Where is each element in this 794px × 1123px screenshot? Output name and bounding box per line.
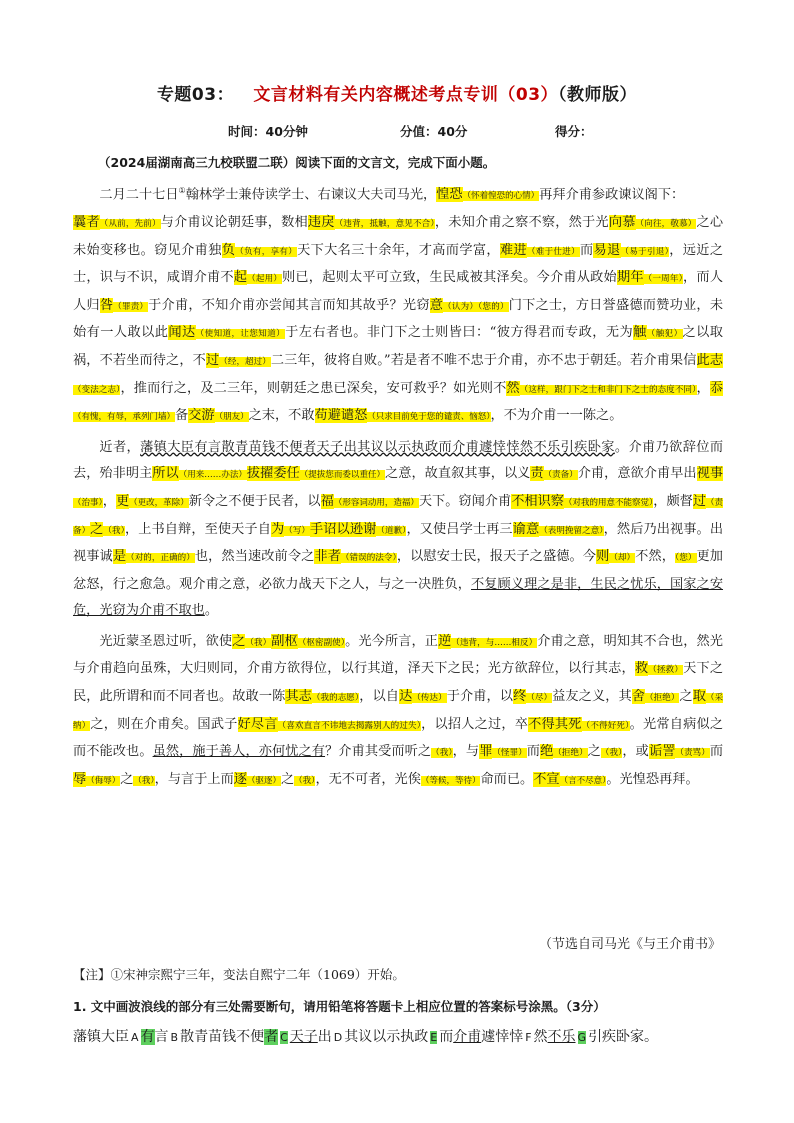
passage-text: ，与 [452,744,480,760]
gloss-annotation: （等候，等待） [420,775,481,786]
highlighted-term: 此志 [696,352,723,368]
highlighted-term: 视事 [696,466,724,482]
answer-text: 然 [533,1029,548,1045]
title-suffix: （教师版） [558,85,638,105]
passage-text: 天下。窃闻介甫 [418,493,512,509]
highlighted-term: 福 [320,493,334,509]
gloss-annotation: （责骂） [675,748,710,759]
highlighted-term: 拔擢委任 [246,466,300,482]
gloss-annotation: （使知道，让您知道） [195,329,286,340]
passage-text: 之意，故直叙其事，以义 [385,466,531,482]
highlighted-term: 惶恐 [436,187,463,203]
gloss-annotation: （道歉） [376,525,407,536]
gloss-annotation: （责备） [543,470,578,481]
passage-text: 而 [526,744,541,760]
gloss-annotation: （您） [674,553,697,564]
highlighted-term: 终 [513,689,527,705]
gloss-annotation: （我） [103,525,125,536]
highlighted-term: 谕意 [512,521,540,537]
answer-text: 天子 [289,1029,318,1045]
gloss-annotation: （侮辱） [86,775,121,786]
gloss-annotation: （治事） [73,497,103,508]
highlighted-term: 意 [429,297,444,313]
gloss-annotation: （不得好死） [581,720,630,731]
wavy-underlined-sentence: 藩镇大臣有言散青苗钱不便者天子出其议以示执政而介甫遽悻悻然不乐引疾卧家 [140,439,615,455]
passage-text: 益友之义，其 [552,689,632,705]
answer-text: 藩镇大臣 [73,1029,129,1045]
answer-text: 介甫 [453,1029,482,1045]
answer-text: 而 [439,1029,454,1045]
passage-text: ，又使吕学士再三 [406,521,513,537]
passage-intro: （2024届湖南高三九校联盟二联）阅读下面的文言文，完成下面小题。 [98,155,496,170]
gloss-annotation: （我） [294,775,316,786]
highlighted-term: 非者 [314,549,341,565]
passage-text: 于介甫，以 [446,689,514,705]
passage-text: 之心未始变移也。窃见介甫独 [73,214,724,258]
gloss-annotation: （我） [133,775,155,786]
passage-text: 。光今所言，正 [345,633,439,649]
gloss-annotation: （从前，先前） [99,218,161,229]
passage-text: 翰林学士兼侍读学士、右谏议大夫司马光， [185,187,437,203]
gloss-annotation: （采纳） [73,693,724,731]
passage-body [73,178,723,794]
highlighted-term: 易退 [593,242,621,258]
highlighted-term: 难进 [499,242,527,258]
gloss-annotation: （拒绝） [553,748,588,759]
gloss-annotation: （怀着惶恐的心情） [462,191,540,202]
gloss-annotation: （对的，正确的） [126,553,195,564]
title-main: 文言材料有关内容概述考点专训（03） [253,85,559,105]
highlighted-term: 好尽言 [237,716,278,732]
gloss-annotation: （责备） [73,497,724,536]
question-1: 1. 文中画波浪线的部分有三处需要断句，请用铅笔将答题卡上相应位置的答案标号涂黑。（3分） [73,999,606,1014]
passage-text: 之 [280,771,295,787]
gloss-annotation: （我） [600,748,623,759]
highlighted-term: 触 [633,325,647,341]
highlighted-term: 则 [596,549,610,565]
gloss-annotation: （驱逐） [246,775,281,786]
highlighted-term: 辱 [73,771,87,787]
page-title [0,80,794,105]
question-1-answer [73,1026,658,1046]
got-label: 得分： [555,124,593,139]
gloss-annotation: （表明挽留之意） [539,525,604,536]
highlighted-term: 舍 [631,689,646,705]
highlighted-term: 为 [270,521,285,537]
gloss-annotation: （只求目前免于您的谴责、恼怒） [367,412,491,423]
highlighted-term: 逐 [233,771,247,787]
highlighted-term: 然 [506,380,520,396]
gloss-annotation: （用来……办法） [178,470,247,481]
highlighted-term: 责 [530,466,544,482]
gloss-annotation: （一周年） [643,274,684,285]
gloss-annotation: （罪责） [113,301,149,312]
gloss-annotation: （对我的用意不能察觉） [563,497,654,508]
title-prefix: 专题03： [156,85,235,105]
highlighted-term: 忝 [709,380,723,396]
passage-text: ，以慰安士民，报天子之盛德。今 [396,549,597,565]
gloss-annotation: （变法之志） [73,384,121,395]
passage-text: ，未知介甫之察不察，然于光 [434,214,609,230]
gloss-annotation: （写） [284,525,311,536]
highlighted-term: 过 [692,493,707,509]
gloss-annotation: （向往，敬慕） [635,218,697,229]
answer-text: 其议以示执政 [344,1029,429,1045]
highlighted-term: 不得其死 [528,716,582,732]
highlighted-term: 期年 [616,270,644,286]
highlighted-term: 违戾 [307,214,335,230]
gloss-annotation: （拒绝） [645,693,680,704]
passage-text: ，不为介甫一一陈之。 [490,408,623,424]
highlighted-term: 是 [112,549,127,565]
passage-text: 与介甫议论朝廷事，数相 [160,214,308,230]
highlighted-term: 闻达 [168,325,196,341]
passage-text: 备 [175,408,189,424]
passage-text: 命而已。 [480,771,534,787]
highlighted-term: 过 [205,352,220,368]
time-label: 时间：40分钟 [228,124,308,139]
highlighted-term: 苟避谴怒 [314,408,368,424]
passage-text: 之末，不敢 [248,408,315,424]
passage-text: 之，则在介甫矣。国武子 [90,716,238,732]
highlighted-term: 向慕 [608,214,636,230]
highlighted-term: 手诏以逊谢 [310,521,377,537]
break-marker: C [280,1031,288,1044]
highlighted-term: 诟詈 [648,744,676,760]
gloss-annotation: （认为） [443,301,479,312]
highlighted-term: 逆 [438,633,452,649]
highlighted-term: 罪 [479,744,493,760]
passage-text: 二月二十七日 [99,187,179,203]
answer-text: 不乐 [547,1029,576,1045]
answer-text: 遽悻悻 [481,1029,524,1045]
highlighted-term: 之 [90,521,104,537]
paragraph-3 [73,629,723,795]
gloss-annotation: （我） [245,637,272,648]
passage-text: ？介甫其受而听之 [325,744,432,760]
passage-text: 。光惶恐再拜。 [606,771,699,787]
gloss-annotation: （触犯） [646,329,683,340]
highlighted-term: 救 [634,661,649,677]
passage-text: 介甫，意欲介甫早出 [577,466,697,482]
answer-text: 出 [317,1029,332,1045]
passage-text: ，颇督 [653,493,693,509]
gloss-annotation: （枢密副使） [297,637,346,648]
gloss-annotation: （更改，革除） [129,497,189,508]
passage-text: 。介甫乃欲辞位而去，殆非明主 [73,439,724,482]
gloss-annotation: （传达） [412,693,447,704]
passage-text: ① [178,186,186,195]
score-label: 分值：40分 [400,124,468,139]
passage-text: ， [102,493,116,509]
passage-text: 而 [579,242,594,258]
highlighted-term: 不相识察 [511,493,564,509]
gloss-annotation: （拯救） [648,665,684,676]
gloss-annotation: （违背，抵触，意见不合） [334,218,435,229]
highlighted-term: 咎 [99,297,114,313]
gloss-annotation: （尽） [526,693,553,704]
underlined-sentence: 虽然，施于善人，亦何忧之有 [152,744,326,760]
gloss-annotation: （负有，享有） [235,246,298,257]
passage-text: 更加忿怒，行之愈急。观介甫之意，必欲力战天下之人，与之一决胜负， [73,549,723,592]
passage-text: ，然后乃出视事。出视事诚 [73,521,724,565]
gloss-annotation: （提拔您而委以重任） [299,470,386,481]
highlighted-term: 不宣 [533,771,560,787]
passage-text: ，以招人之过，卒 [421,716,529,732]
passage-text: 介甫之意，明知其不合也，然光与介甫趋向虽殊，大归则同，介甫方欲得位，以行其道，泽天下之民；光方欲辞位，以行其志， [73,633,723,677]
highlighted-term: 所以 [152,466,179,482]
gloss-annotation: （违背，与……相反） [451,637,538,648]
passage-text: 天下之民，此所谓和而不同者也。故敢一陈 [73,661,724,705]
break-marker: E [430,1031,438,1044]
break-marker: G [577,1031,587,1044]
gloss-annotation: （经，超过） [219,356,271,367]
highlighted-term: 其志 [285,689,312,705]
passage-text: 而 [709,744,723,760]
gloss-annotation: （这样，跟门下之士和非门下之士的态度不同） [519,384,697,395]
passage-text: 近者， [99,439,141,455]
passage-text: ，或 [622,744,649,760]
footnote: 【注】①宋神宗熙宁三年，变法自熙宁二年（1069）开始。 [73,967,405,982]
passage-text: ，推而行之，及二三年，则朝廷之患已深矣，安可救乎？如光则不 [120,380,507,396]
passage-text: 二三年，彼将自败。”若是者不唯不忠于介甫，亦不忠于朝廷。若介甫果信 [270,352,697,368]
passage-text: 天下大名三十余年，才高而学富， [297,242,500,258]
passage-text: ，以自 [359,689,400,705]
highlighted-term: 绝 [540,744,554,760]
passage-text: 。 [204,603,219,619]
break-marker: B [170,1031,179,1044]
passage-text: ， [696,380,710,396]
highlighted-term: 更 [115,493,130,509]
passage-text: 之 [679,689,693,705]
highlighted-term: 交游 [188,408,215,424]
passage-text: ，无不可者，光俟 [315,771,421,787]
highlighted-term: 负 [221,242,236,258]
highlighted-term: 之 [232,633,246,649]
passage-text: 新令之不便于民者，以 [188,493,321,509]
gloss-annotation: （难于仕进） [526,246,580,257]
passage-text: 于介甫，不知介甫亦尝闻其言而知其故乎？光窃 [148,297,430,313]
passage-text: 门下之士，方日誉盛德而赞功业，未始有一人敢以此 [73,297,724,341]
gloss-annotation: （我） [431,748,453,759]
gloss-annotation: （却） [609,553,636,564]
source-citation: （节选自司马光《与王介甫书》 [538,937,721,952]
passage-text: 之 [120,771,134,787]
gloss-annotation: （您的） [478,301,509,312]
gloss-annotation: （形容词动用，造福） [333,497,419,508]
answer-text: 引疾卧家。 [588,1029,659,1045]
passage-text: 。光常自病似之而不能改也。 [73,716,724,760]
gloss-annotation: （我的志愿） [311,693,360,704]
gloss-annotation: （喜欢直言不讳地去揭露别人的过失） [277,720,422,731]
passage-text: ，而人人归 [73,270,724,313]
highlighted-term: 副枢 [271,633,298,649]
gloss-annotation: （易于引退） [620,246,670,257]
passage-text: 之 [587,744,601,760]
gloss-annotation: （朋友） [214,412,249,423]
highlighted-term: 曩者 [73,214,100,230]
passage-text: 再拜介甫参政谏议阁下： [539,187,685,203]
passage-text: 则已，起则太平可立致，生民咸被其泽矣。今介甫从政始 [282,270,617,286]
highlighted-term: 起 [233,270,248,286]
gloss-annotation: （错误的法令） [340,553,397,564]
passage-text: 不然， [635,549,675,565]
break-marker: F [525,1031,532,1044]
passage-text: ，与言于上而 [154,771,234,787]
passage-text: ，上书自辩，至使天子自 [124,521,271,537]
gloss-annotation: （起用） [247,274,283,285]
gloss-annotation: （怪罪） [492,748,527,759]
passage-text: 之以取祸，不若坐而待之，不 [73,325,723,368]
gloss-annotation: （言不尽意） [559,775,607,786]
paragraph-1 [73,178,723,431]
answer-text: 有 [140,1029,155,1045]
answer-text: 言 [154,1029,169,1045]
break-marker: A [131,1031,139,1044]
underlined-sentence: 不复顾义理之是非，生民之忧乐，国家之安危，光窃为介甫不取也 [73,576,724,619]
paragraph-2 [73,435,723,625]
passage-text: 也，然当速改前令之 [194,549,315,565]
highlighted-term: 取 [692,689,706,705]
passage-text: 于左右者也。非门下之士则皆曰：“彼方得君而专政，无为 [285,325,634,341]
passage-text: ，远近之士，识与不识，咸谓介甫不 [73,242,724,286]
passage-text: 光近蒙圣恩过听，欲使 [99,633,233,649]
highlighted-term: 达 [399,689,413,705]
answer-text: 者 [264,1029,279,1045]
gloss-annotation: （有愧，有辱，承列门墙） [73,412,176,423]
answer-text: 散青苗钱不便 [180,1029,265,1045]
break-marker: D [333,1031,343,1044]
